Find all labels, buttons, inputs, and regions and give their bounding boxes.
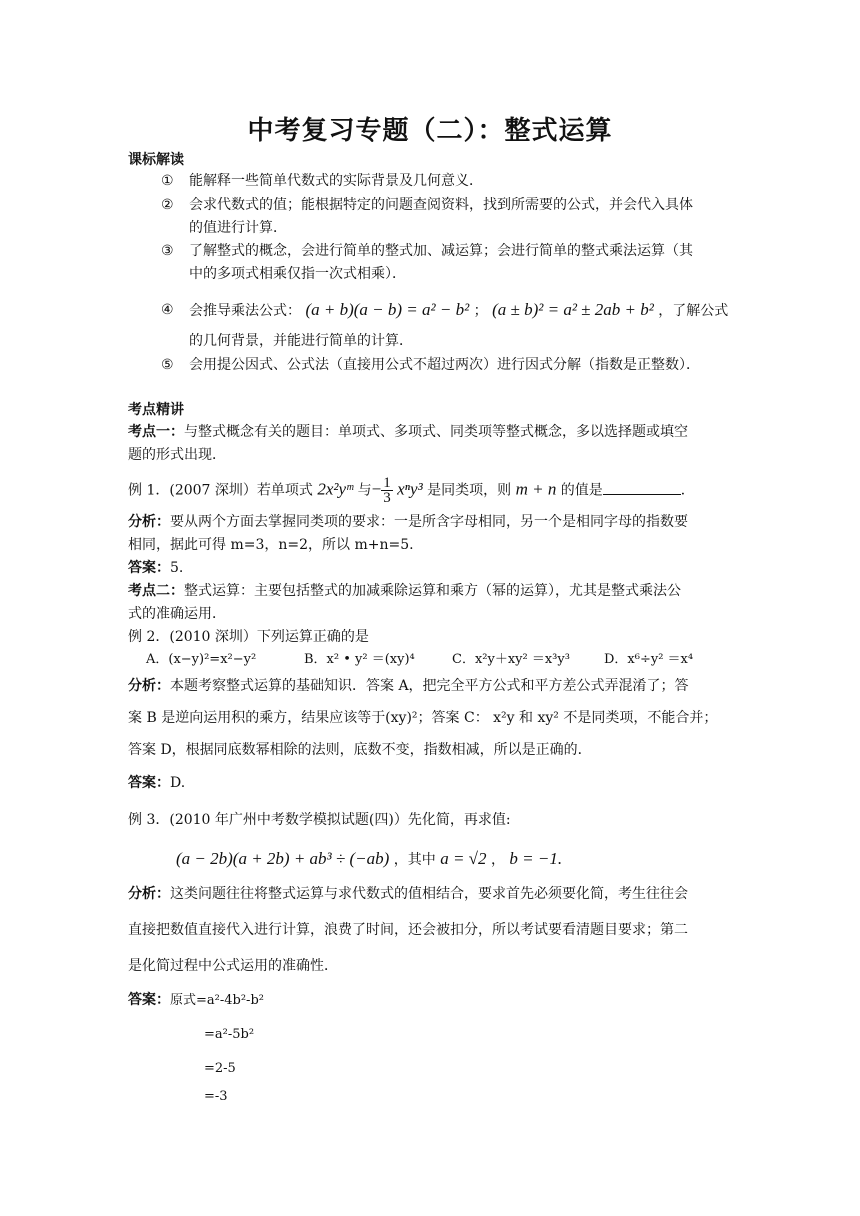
answer-blank [603, 480, 681, 495]
option-d: D．x⁶÷y² ＝x⁴ [604, 652, 694, 667]
analysis-text-cont: 案 B 是逆向运用积的乘方，结果应该等于(xy)²；答案 C： x²y 和 xy² 不是同类项，不能合并； [128, 710, 718, 726]
answer-label: 答案： [128, 992, 170, 1008]
analysis-label: 分析： [128, 514, 170, 530]
answer-3 [128, 990, 264, 1011]
answer-label: 答案： [128, 775, 170, 791]
analysis-text-cont: 答案 D，根据同底数幂相除的法则，底数不变，指数相减，所以是正确的． [128, 742, 592, 758]
point-two-label: 考点二： [128, 583, 184, 599]
analysis-label: 分析： [128, 678, 170, 694]
formula-difference-of-squares: (a + b)(a − b) = a² − b² [305, 300, 470, 319]
example-1-tail: 的值是 [560, 482, 603, 499]
analysis-label: 分析： [128, 886, 170, 902]
example-2-stem: 例 2．(2010 深圳）下列运算正确的是 [128, 629, 369, 645]
example-3-expression [176, 847, 562, 872]
expression-m-plus-n: m + n [515, 479, 557, 499]
option-b: B．x² • y² ＝(xy)⁴ [304, 652, 415, 667]
fraction [381, 476, 393, 505]
example-1-mid: 与 [357, 482, 372, 499]
item-number: ④ [161, 302, 174, 318]
point-one-text-cont: 题的形式出现． [128, 447, 226, 463]
item-number: ② [161, 197, 174, 213]
example-1: 例 1．(2007 深圳）若单项式 2x²yᵐ 与− $\frac{1}{3}$ xⁿy³ 是同类项，则 m + n 的值是 ． [128, 475, 695, 506]
separator: ， [490, 852, 505, 868]
item-text: 会用提公因式、公式法（直接用公式不超过两次）进行因式分解（指数是正整数）． [189, 357, 700, 373]
analysis-text-cont: 是化简过程中公式运用的准确性． [128, 958, 338, 974]
item-text: 能解释一些简单代数式的实际背景及几何意义． [189, 173, 483, 189]
solution-step: =a²-5b² [204, 1027, 255, 1042]
item-text: 的值进行计算． [189, 220, 287, 236]
formula-perfect-square: (a ± b)² = a² ± 2ab + b² [492, 300, 654, 319]
point-two-text: 整式运算：主要包括整式的加减乘除运算和乘方（幂的运算），尤其是整式乘法公 [184, 583, 681, 599]
analysis-text: 本题考察整式运算的基础知识．答案 A，把完全平方公式和平方差公式弄混淆了；答 [170, 678, 689, 694]
point-one-text: 与整式概念有关的题目：单项式、多项式、同类项等整式概念，多以选择题或填空 [184, 424, 688, 440]
monomial-2: xⁿy³ [397, 479, 423, 499]
item-text: 的几何背景，并能进行简单的计算． [189, 333, 413, 349]
item-text-pre: 会推导乘法公式： [189, 303, 301, 319]
analysis-text: 要从两个方面去掌握同类项的要求：一是所含字母相同，另一个是相同字母的指数要 [170, 514, 688, 530]
fraction-numerator: 1 [383, 475, 391, 491]
example-1-end: ． [680, 482, 695, 499]
answer-1 [128, 558, 183, 578]
solution-step: =2-5 [204, 1061, 236, 1076]
answer-text: D. [170, 775, 186, 791]
solution-step: 原式=a²-4b²-b² [170, 993, 264, 1008]
analysis-text: 这类问题往往将整式运算与求代数式的值相结合，要求首先必须要化简，考生往往会 [170, 886, 688, 902]
expression: (a − 2b)(a + 2b) + ab³ ÷ (−ab) [176, 849, 390, 868]
fraction-denominator: 3 [383, 490, 391, 506]
page-title: 中考复习专题（二）：整式运算 [247, 116, 613, 146]
item-text [189, 300, 728, 321]
item-text: 了解整式的概念，会进行简单的整式加、减运算；会进行简单的整式乘法运算（其 [189, 243, 693, 259]
answer-2 [128, 773, 185, 793]
item-number: ⑤ [161, 357, 174, 373]
analysis-text-cont: 直接把数值直接代入进行计算，浪费了时间，还会被扣分，所以考试要看清题目要求；第二 [128, 922, 688, 938]
point-one-line [128, 422, 688, 442]
separator: ； [473, 303, 488, 319]
item-text: 会求代数式的值；能根据特定的问题查阅资料，找到所需要的公式，并会代入具体 [189, 197, 693, 213]
point-one-label: 考点一： [128, 424, 184, 440]
item-number: ③ [161, 243, 174, 259]
analysis-text-cont: 相同，据此可得 m=3，n=2，所以 m+n=5. [128, 537, 414, 553]
where-text: ，其中 [393, 852, 436, 868]
item-number: ① [161, 173, 174, 189]
solution-step: =-3 [204, 1089, 228, 1104]
item-text: 中的多项式相乘仅指一次式相乘）． [189, 266, 406, 282]
option-a: A．(x−y)²=x²−y² [146, 652, 257, 667]
point-two-text-cont: 式的准确运用． [128, 606, 226, 622]
point-two-line [128, 581, 681, 601]
item-text-post: ，了解公式 [658, 303, 729, 319]
answer-text: 5. [170, 560, 184, 576]
example-3-stem: 例 3．(2010 年广州中考数学模拟试题(四)）先化简，再求值: [128, 812, 511, 828]
analysis-2 [128, 676, 689, 696]
section-heading-standards: 课标解读 [128, 152, 184, 168]
section-heading-key-points: 考点精讲 [128, 402, 184, 418]
example-1-pre: 例 1．(2007 深圳）若单项式 [128, 482, 313, 499]
condition-a: a = √2 [440, 849, 487, 868]
analysis-1 [128, 512, 688, 532]
monomial-1: 2x²yᵐ [317, 479, 354, 499]
condition-b: b = −1. [509, 849, 563, 868]
option-c: C．x²y＋xy² ＝x³y³ [452, 652, 570, 667]
analysis-3 [128, 884, 688, 904]
example-1-post: 是同类项，则 [427, 482, 512, 499]
answer-label: 答案： [128, 560, 170, 576]
